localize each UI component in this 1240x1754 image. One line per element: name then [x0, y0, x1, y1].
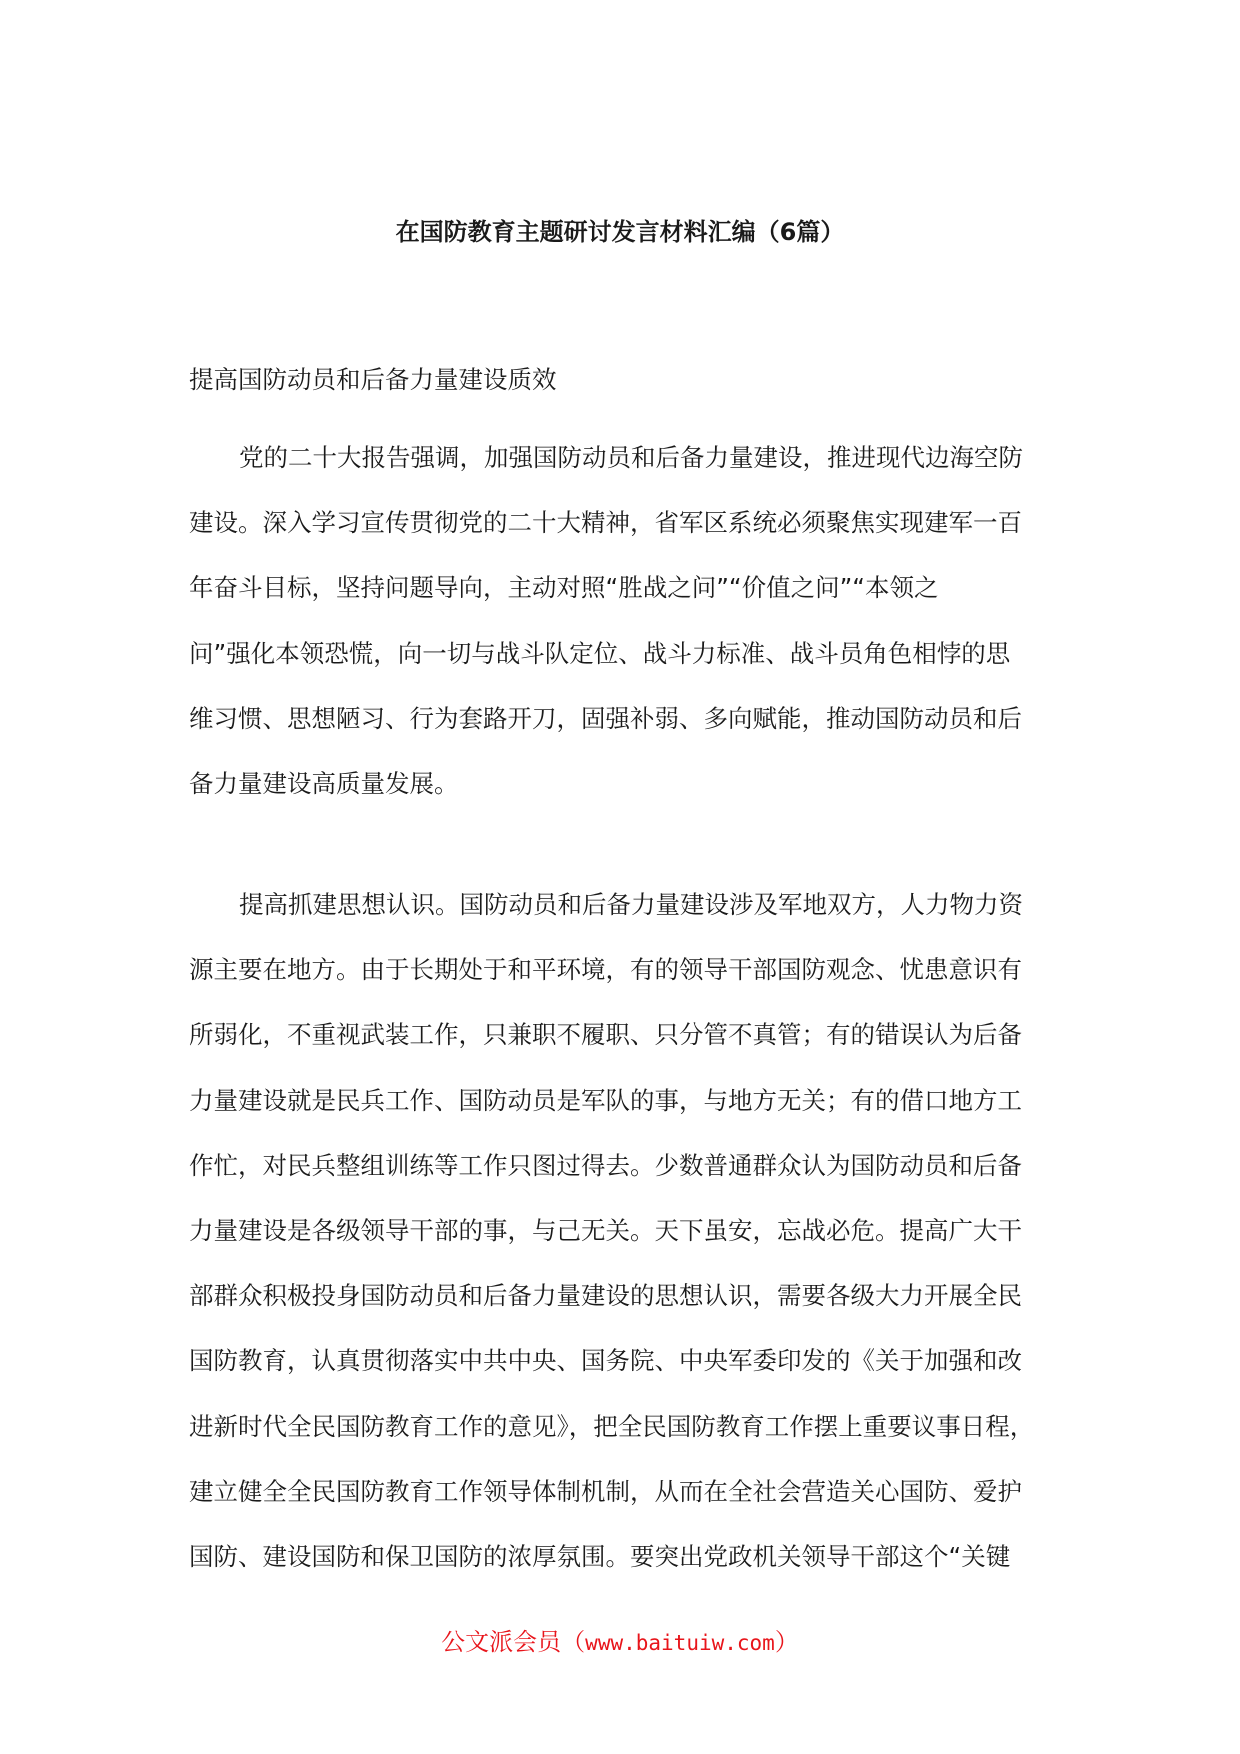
paragraph-line: 维习惯、思想陋习、行为套路开刀，固强补弱、多向赋能，推动国防动员和后 — [189, 703, 1022, 733]
paragraph-line: 国防教育，认真贯彻落实中共中央、国务院、中央军委印发的《关于加强和改 — [189, 1346, 1022, 1376]
section-heading: 提高国防动员和后备力量建设质效 — [189, 365, 557, 394]
paragraph-line: 问”强化本领恐慌，向一切与战斗队定位、战斗力标准、战斗员角色相悖的思 — [189, 638, 1011, 668]
paragraph-line: 源主要在地方。由于长期处于和平环境，有的领导干部国防观念、忧患意识有 — [189, 955, 1022, 985]
paragraph-line: 国防、建设国防和保卫国防的浓厚氛围。要突出党政机关领导干部这个“关键 — [189, 1541, 1011, 1571]
paragraph-line: 所弱化，不重视武装工作，只兼职不履职、只分管不真管；有的错误认为后备 — [189, 1020, 1022, 1050]
paragraph-line: 备力量建设高质量发展。 — [189, 768, 459, 798]
footer-label: 公文派会员（ — [441, 1628, 586, 1656]
paragraph-line: 党的二十大报告强调，加强国防动员和后备力量建设，推进现代边海空防 — [239, 443, 1023, 472]
footer-url[interactable]: www.baituiw.com — [585, 1631, 775, 1655]
document-title: 在国防教育主题研讨发言材料汇编（6篇） — [395, 218, 845, 246]
footer-watermark — [0, 1622, 1240, 1663]
paragraph-line: 建设。深入学习宣传贯彻党的二十大精神，省军区系统必须聚焦实现建军一百 — [189, 508, 1022, 538]
paragraph-line: 提高抓建思想认识。国防动员和后备力量建设涉及军地双方，人力物力资 — [239, 890, 1023, 919]
paragraph-line: 力量建设就是民兵工作、国防动员是军队的事，与地方无关；有的借口地方工 — [189, 1085, 1022, 1115]
paragraph-line: 进新时代全民国防教育工作的意见》，把全民国防教育工作摆上重要议事日程， — [189, 1411, 1035, 1441]
paragraph-line: 力量建设是各级领导干部的事，与己无关。天下虽安，忘战必危。提高广大干 — [189, 1215, 1022, 1245]
paragraph-line: 建立健全全民国防教育工作领导体制机制，从而在全社会营造关心国防、爱护 — [189, 1476, 1022, 1506]
paragraph-line: 作忙，对民兵整组训练等工作只图过得去。少数普通群众认为国防动员和后备 — [189, 1150, 1022, 1180]
footer-close: ） — [774, 1628, 799, 1656]
paragraph-1 — [189, 425, 1061, 816]
paragraph-line: 年奋斗目标，坚持问题导向，主动对照“胜战之问”“价值之问”“本领之 — [189, 573, 939, 603]
paragraph-line: 部群众积极投身国防动员和后备力量建设的思想认识，需要各级大力开展全民 — [189, 1281, 1022, 1311]
paragraph-2 — [189, 872, 1061, 1589]
